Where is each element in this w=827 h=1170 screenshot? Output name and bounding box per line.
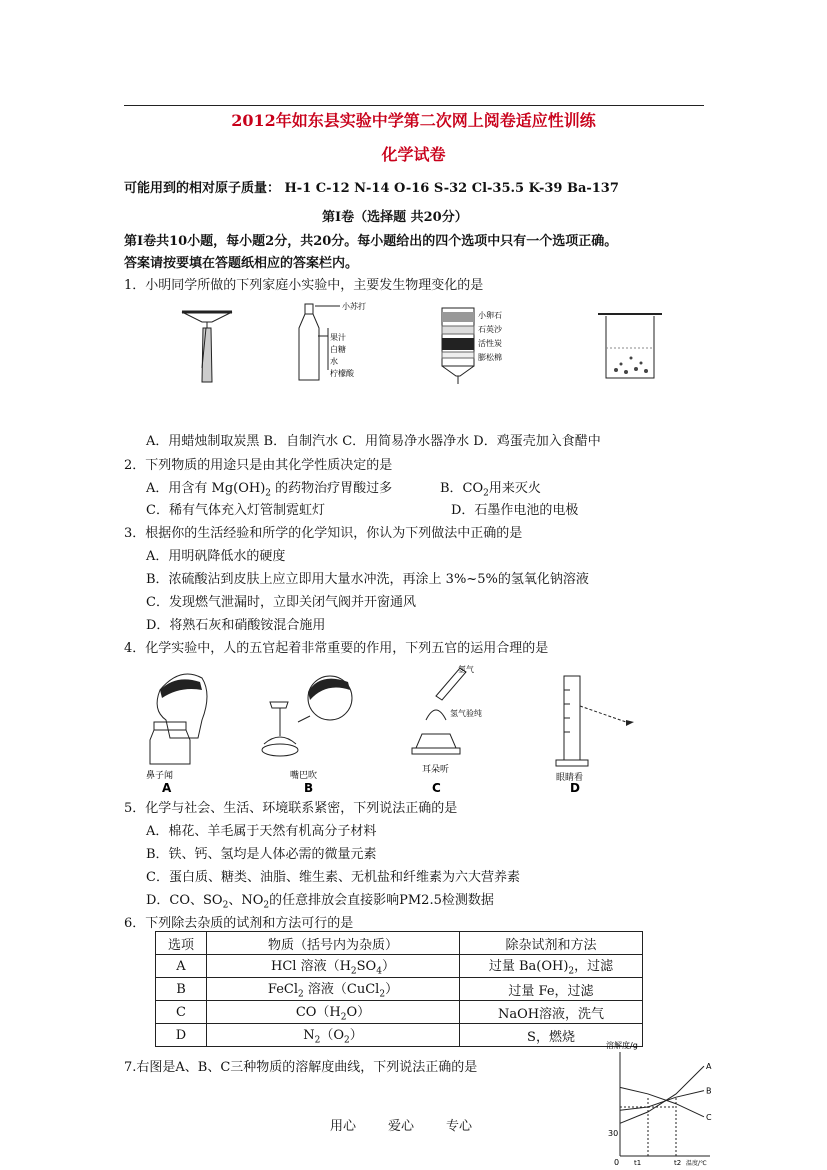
q1-figure: [170, 298, 670, 388]
look-figure: [556, 676, 634, 792]
x-tick-0: 0: [614, 1158, 620, 1166]
bottle-figure: [299, 301, 366, 380]
q1-options: A．用蜡烛制取炭黑 B．自制汽水 C．用简易净水器净水 D．鸡蛋壳加入食醋中: [146, 434, 601, 449]
label-h2test: 氢气验纯: [450, 709, 482, 718]
series-label-b: B: [706, 1086, 712, 1096]
col-header-substance: 物质（括号内为杂质）: [207, 932, 460, 955]
q2-stem: 2．下列物质的用途只是由其化学性质决定的是: [124, 458, 393, 473]
page-title: 2012年如东县实验中学第二次网上阅卷适应性训练: [231, 111, 596, 130]
label-sand: 石英沙: [478, 325, 502, 334]
footer-c: 专心: [446, 1119, 473, 1134]
q3-option-c: C．发现燃气泄漏时，立即关闭气阀并开窗通风: [146, 595, 416, 610]
table-row: B FeCl$_2$ 溶液（CuCl$_2$） 过量 Fe，过滤: [156, 978, 643, 1001]
label-blow: 嘴巴吹: [290, 771, 318, 781]
page-subtitle: 化学试卷: [381, 145, 446, 164]
label-smell: 鼻子闻: [146, 771, 174, 781]
atomic-masses: 可能用到的相对原子质量： H-1 C-12 N-14 O-16 S-32 Cl-35.5 K-39 Ba-137: [124, 181, 619, 196]
footer-a: 用心: [330, 1119, 357, 1134]
label-h2: 氢气: [458, 665, 474, 674]
section-title: 第Ⅰ卷（选择题 共20分）: [322, 210, 468, 225]
table-header-row: [156, 932, 643, 955]
chart-ylabel: 溶解度/g: [606, 1041, 638, 1050]
label-letter-d: D: [570, 781, 580, 792]
instructions-1: 第Ⅰ卷共10小题，每小题2分，共20分。每小题给出的四个选项中只有一个选项正确。: [124, 234, 618, 249]
q7-stem: 7.右图是A、B、C三种物质的溶解度曲线，下列说法正确的是: [124, 1060, 478, 1075]
label-listen: 耳朵听: [422, 765, 450, 775]
label-citric: 柠檬酸: [330, 369, 354, 378]
series-line-a: [620, 1066, 704, 1123]
instructions-2: 答案请按要填在答题纸相应的答案栏内。: [124, 256, 359, 271]
q3-option-b: B．浓硫酸沾到皮肤上应立即用大量水冲洗，再涂上 3%~5%的氢氧化钠溶液: [146, 572, 589, 587]
q4-figure: [140, 660, 640, 792]
y-tick-30: 30: [608, 1129, 619, 1138]
q6-stem: 6．下列除去杂质的试剂和方法可行的是: [124, 916, 354, 931]
table-row: C $CO(H_2O)$ NaOH溶液，洗气: [156, 1001, 643, 1024]
solubility-chart: [604, 1038, 714, 1166]
label-letter-b: B: [304, 781, 314, 792]
series-layer: [620, 1062, 712, 1156]
table-row: D $N_2(O_2)$ S，燃烧: [156, 1024, 643, 1047]
header-rule: [124, 105, 704, 106]
x-tick-t2: t2: [674, 1159, 682, 1166]
label-letter-c: C: [432, 781, 441, 792]
q2-option-d: D．石墨作电池的电极: [451, 503, 579, 518]
col-header-option: 选项: [156, 932, 207, 955]
label-carbon: 活性炭: [478, 339, 502, 348]
purifier-figure: [442, 308, 503, 384]
q5-option-a: A．棉花、羊毛属于天然有机高分子材料: [146, 824, 377, 839]
label-look: 眼睛看: [556, 773, 584, 783]
q2-option-c: C．稀有气体充入灯管制霓虹灯: [146, 503, 325, 518]
label-cotton: 膨松棉: [478, 353, 502, 362]
candle-figure: [182, 312, 232, 382]
label-juice: 果汁: [330, 333, 346, 342]
q5-option-d: D．CO、$SO_2$、$NO_2$的任意排放会直接影响PM2.5检测数据: [146, 893, 494, 911]
q1-stem: 1．小明同学所做的下列家庭小实验中，主要发生物理变化的是: [124, 278, 484, 293]
q4-stem: 4．化学实验中，人的五官起着非常重要的作用，下列五官的运用合理的是: [124, 641, 549, 656]
label-water: 水: [330, 357, 338, 366]
chart-xlabel: 温度/℃: [686, 1160, 707, 1166]
q5-option-c: C．蛋白质、糖类、油脂、维生素、无机盐和纤维素为六大营养素: [146, 870, 520, 885]
smell-figure: [146, 674, 207, 792]
q2-option-b: B．$CO_2$用来灭火: [440, 481, 541, 499]
footer-b: 爱心: [388, 1119, 415, 1134]
x-tick-t1: t1: [634, 1159, 642, 1166]
col-header-method: 除杂试剂和方法: [460, 932, 643, 955]
q5-option-b: B．铁、钙、氢均是人体必需的微量元素: [146, 847, 377, 862]
q3-stem: 3．根据你的生活经验和所学的化学知识，你认为下列做法中正确的是: [124, 526, 523, 541]
series-label-a: A: [706, 1062, 712, 1072]
blow-figure: [262, 676, 352, 792]
q5-stem: 5．化学与社会、生活、环境联系紧密，下列说法正确的是: [124, 801, 458, 816]
table-row: A HCl 溶液$(H_2SO_4)$ 过量 $Ba(OH)_2$，过滤: [156, 955, 643, 978]
q3-option-a: A．用明矾降低水的硬度: [146, 549, 286, 564]
listen-figure: [412, 664, 482, 792]
label-letter-a: A: [162, 781, 172, 792]
label-pebble: 小卵石: [478, 311, 502, 320]
q3-option-d: D．将熟石灰和硝酸铵混合施用: [146, 618, 326, 633]
label-soda: 小苏打: [342, 302, 366, 311]
beaker-figure: [598, 314, 662, 378]
label-sugar: 白糖: [330, 345, 346, 354]
series-label-c: C: [706, 1112, 712, 1122]
q6-table: [155, 931, 643, 1047]
q2-option-a: A．用含有 $Mg(OH)_2$ 的药物治疗胃酸过多: [146, 481, 393, 499]
